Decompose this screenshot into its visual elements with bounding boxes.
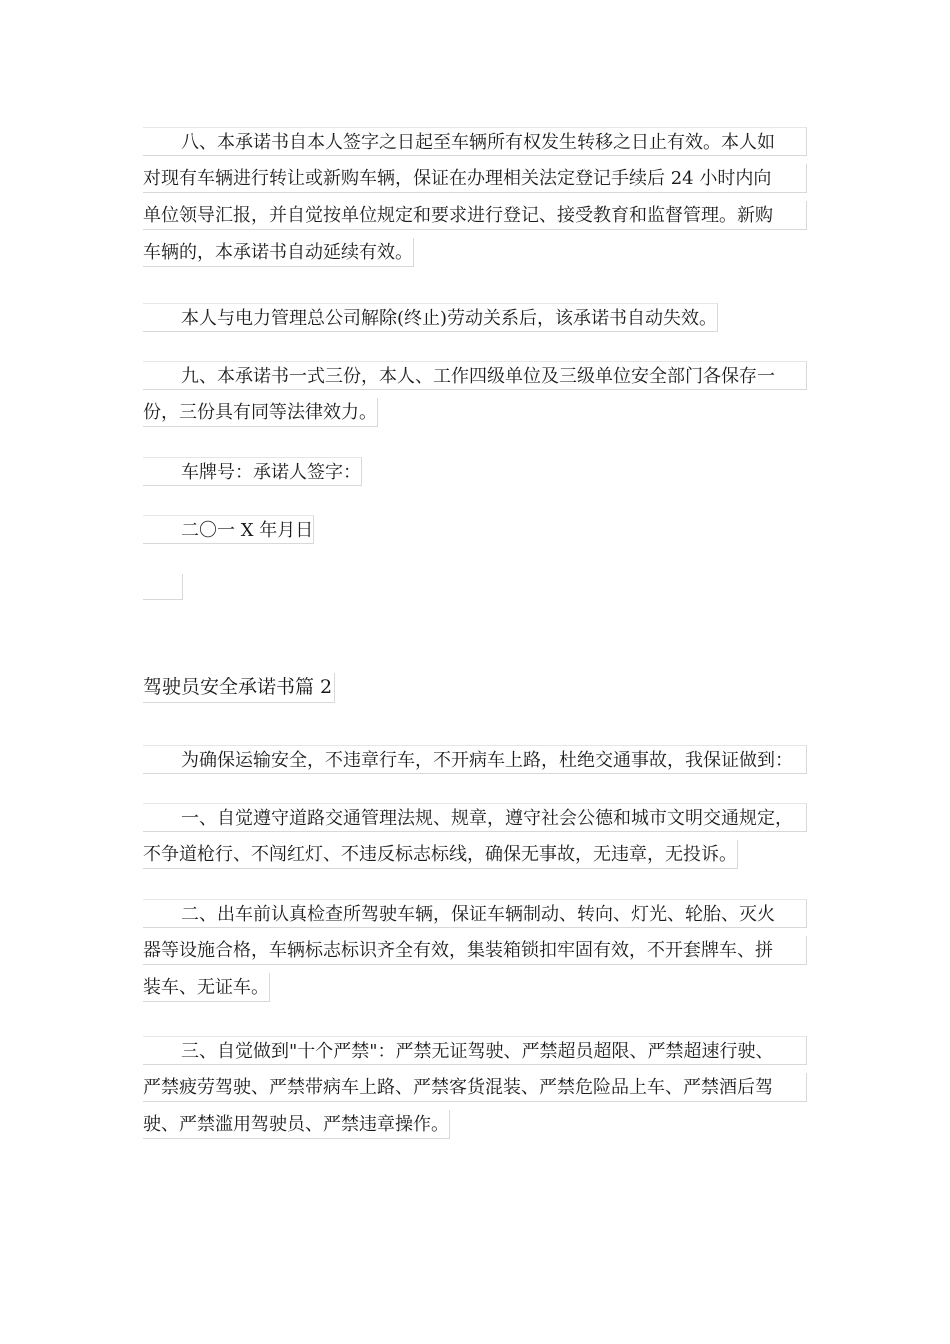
text-line: 三、自觉做到"十个严禁"：严禁无证驾驶、严禁超员超限、严禁超速行驶、 — [143, 1036, 807, 1065]
section-heading: 驾驶员安全承诺书篇 2 — [143, 673, 335, 703]
text-line: 二〇一 X 年月日 — [143, 515, 314, 544]
text-line: 单位领导汇报，并自觉按单位规定和要求进行登记、接受教育和监督管理。新购 — [143, 201, 807, 230]
text-line: 装车、无证车。 — [143, 973, 270, 1002]
paragraph-item-1 — [143, 803, 807, 869]
paragraph-article-9 — [143, 361, 807, 427]
text-line: 份，三份具有同等法律效力。 — [143, 398, 378, 427]
text-line: 一、自觉遵守道路交通管理法规、规章，遵守社会公德和城市文明交通规定， — [143, 803, 807, 832]
text-line: 车辆的，本承诺书自动延续有效。 — [143, 238, 414, 267]
paragraph-item-2 — [143, 899, 807, 1002]
text-line: 为确保运输安全，不违章行车，不开病车上路，杜绝交通事故，我保证做到： — [143, 745, 807, 774]
paragraph-item-3 — [143, 1036, 807, 1139]
text-line: 驶、严禁滥用驾驶员、严禁违章操作。 — [143, 1110, 450, 1139]
paragraph-signature-line — [143, 457, 362, 487]
paragraph-article-8 — [143, 127, 807, 267]
paragraph-termination — [143, 303, 718, 333]
text-line: 本人与电力管理总公司解除(终止)劳动关系后，该承诺书自动失效。 — [143, 303, 718, 332]
text-line: 器等设施合格，车辆标志标识齐全有效，集装箱锁扣牢固有效，不开套牌车、拼 — [143, 936, 807, 965]
text-line: 二、出车前认真检查所驾驶车辆，保证车辆制动、转向、灯光、轮胎、灭火 — [143, 899, 807, 928]
text-line: 严禁疲劳驾驶、严禁带病车上路、严禁客货混装、严禁危险品上车、严禁酒后驾 — [143, 1073, 807, 1102]
paragraph-date — [143, 515, 314, 545]
paragraph-intro — [143, 745, 807, 774]
text-line: 不争道枪行、不闯红灯、不违反标志标线，确保无事故，无违章，无投诉。 — [143, 840, 738, 869]
text-line: 车牌号：承诺人签字： — [143, 457, 362, 486]
empty-paragraph — [143, 574, 183, 600]
text-line: 九、本承诺书一式三份，本人、工作四级单位及三级单位安全部门各保存一 — [143, 361, 807, 390]
text-line: 对现有车辆进行转让或新购车辆，保证在办理相关法定登记手续后 24 小时内向 — [143, 164, 807, 193]
text-line: 八、本承诺书自本人签字之日起至车辆所有权发生转移之日止有效。本人如 — [143, 127, 807, 156]
